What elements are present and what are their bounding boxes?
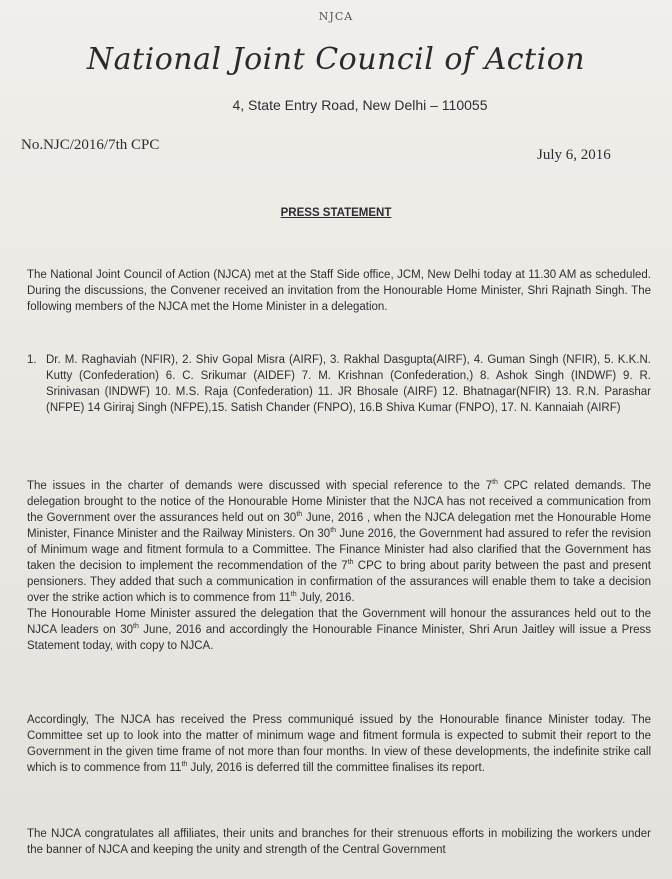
list-number: 1. [27,354,37,366]
organization-name: National Joint Council of Action [86,42,586,77]
delegation-members-list [27,352,651,416]
organization-address: 4, State Entry Road, New Delhi – 110055 [232,97,488,113]
paragraph-congratulations: The NJCA congratulates all affiliates, their units and branches for their strenuous efforts in mobilizing the workers under the banner of NJCA and keeping the unity and strength of the Central Government [27,828,651,856]
press-statement-heading: PRESS STATEMENT [280,207,392,219]
document-date: July 6, 2016 [537,147,611,163]
list-item: Dr. M. Raghaviah (NFIR), 2. Shiv Gopal Misra (AIRF), 3. Rakhal Dasgupta(AIRF), 4. Guman Singh (NFIR), 5. K.K.N. Kutty (Confederation) 6. C. Srikumar (AIDEF) 7. M. Krishnan (Confederation,) 8. Ashok Singh (INDWF) 9. R. Srinivasan (INDWF) 10. M.S. Raja (Confederation) 11. JR Bhosale (AIRF) 12. Bhatnagar(NFIR) 13. R.N. Parashar (NFPE) 14 Giriraj Singh (NFPE),15. Satish Chander (FNPO), 16.B Shiva Kumar (FNPO), 17. N. Kannaiah (AIRF) [46,354,651,414]
paragraph-accordingly: Accordingly, The NJCA has received the Press communiqué issued by the Honourable finance Minister today. The Committee set up to look into the matter of minimum wage and fitment formula is expected to submit their report to the Government in the given time frame of not more than four months. In view of these developments, the indefinite strike call which is to commence from 11th July, 2016 is deferred till the committee finalises its report. [27,714,651,774]
njca-logo: NJCA [318,10,354,23]
reference-number: No.NJC/2016/7th CPC [21,137,160,153]
paragraph-discussion: The issues in the charter of demands were discussed with special reference to the 7th CPC related demands. The delegation brought to the notice of the Honourable Home Minister that the NJCA has not received a communication from the Government over the assurances held out on 30th June, 2016 , when the NJCA delegation met the Honourable Home Minister, Finance Minister and the Railway Ministers. On 30th June 2016, the Government had assured to refer the revision of Minimum wage and fitment formula to a Committee. The Finance Minister had also clarified that the Government has taken the decision to implement the recommendation of the 7th CPC to bring about parity between the past and present pensioners. They added that such a communication in confirmation of the assurances will enable them to take a decision over the strike action which is to commence from 11th July, 2016. The Honourable Home Minister assured the delegation that the Government will honour the assurances held out to the NJCA leaders on 30th June, 2016 and accordingly the Honourable Finance Minister, Shri Arun Jaitley will issue a Press Statement today, with copy to NJCA. [27,479,651,652]
paragraph-intro: The National Joint Council of Action (NJCA) met at the Staff Side office, JCM, New Delhi today at 11.30 AM as scheduled. During the discussions, the Convener received an invitation from the Honourable Home Minister, Shri Rajnath Singh. The following members of the NJCA met the Home Minister in a delegation. [27,269,651,313]
